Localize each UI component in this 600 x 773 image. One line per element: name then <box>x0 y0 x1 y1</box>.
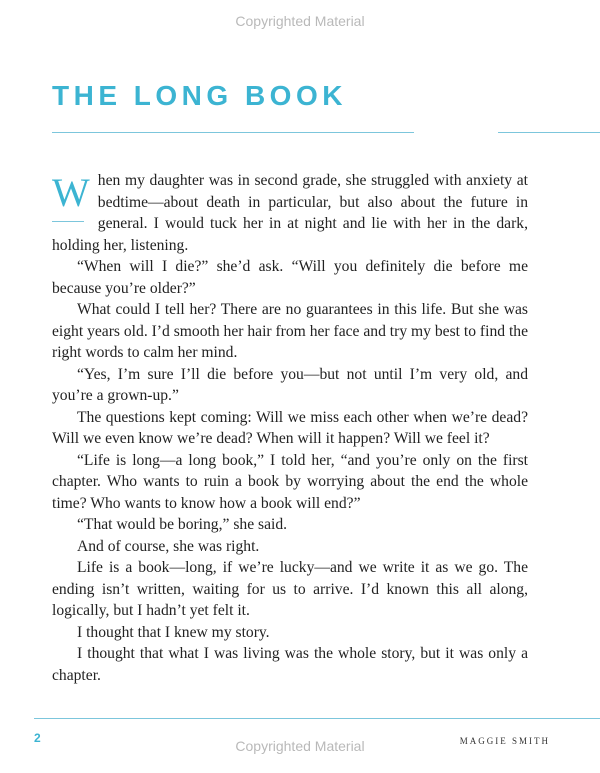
paragraph-6: “Life is long—a long book,” I told her, “and you’re only on the first chapter. Who wants to ruin a book by worrying about the end the whole time? Who wants to know how a book will end?” <box>52 451 528 512</box>
body-text <box>52 170 528 686</box>
paragraph-3: What could I tell her? There are no guarantees in this life. But she was eight years old. I’d smooth her hair from her face and try my best to find the right words to calm her mind. <box>52 301 528 361</box>
drop-cap-rule <box>52 221 84 222</box>
title-rule-right <box>498 132 600 133</box>
watermark-bottom: Copyrighted Material <box>235 738 365 754</box>
watermark-top: Copyrighted Material <box>235 13 365 29</box>
chapter-title: THE LONG BOOK <box>52 80 347 111</box>
paragraph-7: “That would be boring,” she said. <box>77 516 288 533</box>
paragraph-4: “Yes, I’m sure I’ll die before you—but not until I’m very old, and you’re a grown-up.” <box>52 365 528 404</box>
drop-cap: W <box>52 170 90 215</box>
paragraph-11: I thought that what I was living was the whole story, but it was only a chapter. <box>52 645 528 684</box>
paragraph-9: Life is a book—long, if we’re lucky—and we write it as we go. The ending isn’t written, waiting for us to arrive. I’d known this all along, logically, but I hadn’t yet felt it. <box>52 559 528 619</box>
page-number: 2 <box>34 731 41 745</box>
running-head: MAGGIE SMITH <box>459 736 550 746</box>
paragraph-1 <box>52 170 528 256</box>
title-rule-left <box>52 132 414 133</box>
paragraph-10: I thought that I knew my story. <box>77 623 270 641</box>
footer-rule <box>34 718 600 719</box>
paragraph-8: And of course, she was right. <box>77 537 260 555</box>
paragraph-5: The questions kept coming: Will we miss each other when we’re dead? Will we even know we’re dead? When will it happen? Will we feel it? <box>52 408 528 447</box>
paragraph-2: “When will I die?” she’d ask. “Will you definitely die before me because you’re older?” <box>52 258 528 297</box>
paragraph-text: hen my daughter was in second grade, she struggled with anxiety at bedtime—about death in particular, but also about the future in general. I would tuck her in at night and lie with her in the dark, holding her, listening. <box>52 172 528 254</box>
